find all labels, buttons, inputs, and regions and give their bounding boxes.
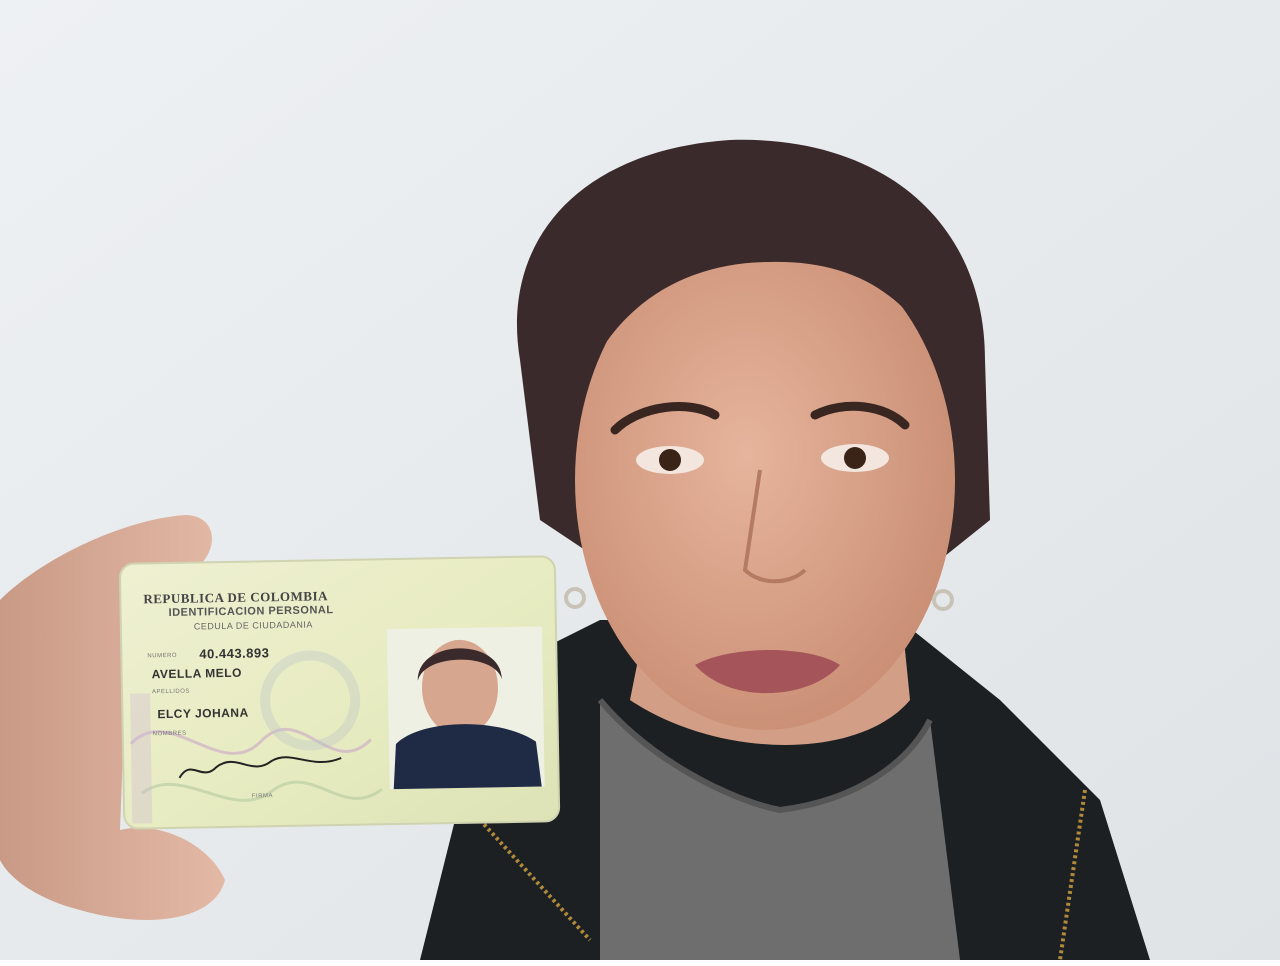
card-signature-label: FIRMA: [251, 793, 274, 800]
card-doc-title: IDENTIFICACION PERSONAL: [168, 604, 334, 619]
card-number-label: NUMERO: [147, 652, 178, 660]
card-given-names: ELCY JOHANA: [157, 705, 249, 722]
card-surname-label: APELLIDOS: [151, 688, 190, 696]
card-given-label: NOMBRES: [152, 730, 187, 738]
card-number: 40.443.893: [199, 645, 270, 662]
card-doc-type: CEDULA DE CIUDADANIA: [193, 619, 313, 632]
card-surname: AVELLA MELO: [151, 665, 242, 682]
card-country: REPUBLICA DE COLOMBIA: [143, 588, 329, 607]
